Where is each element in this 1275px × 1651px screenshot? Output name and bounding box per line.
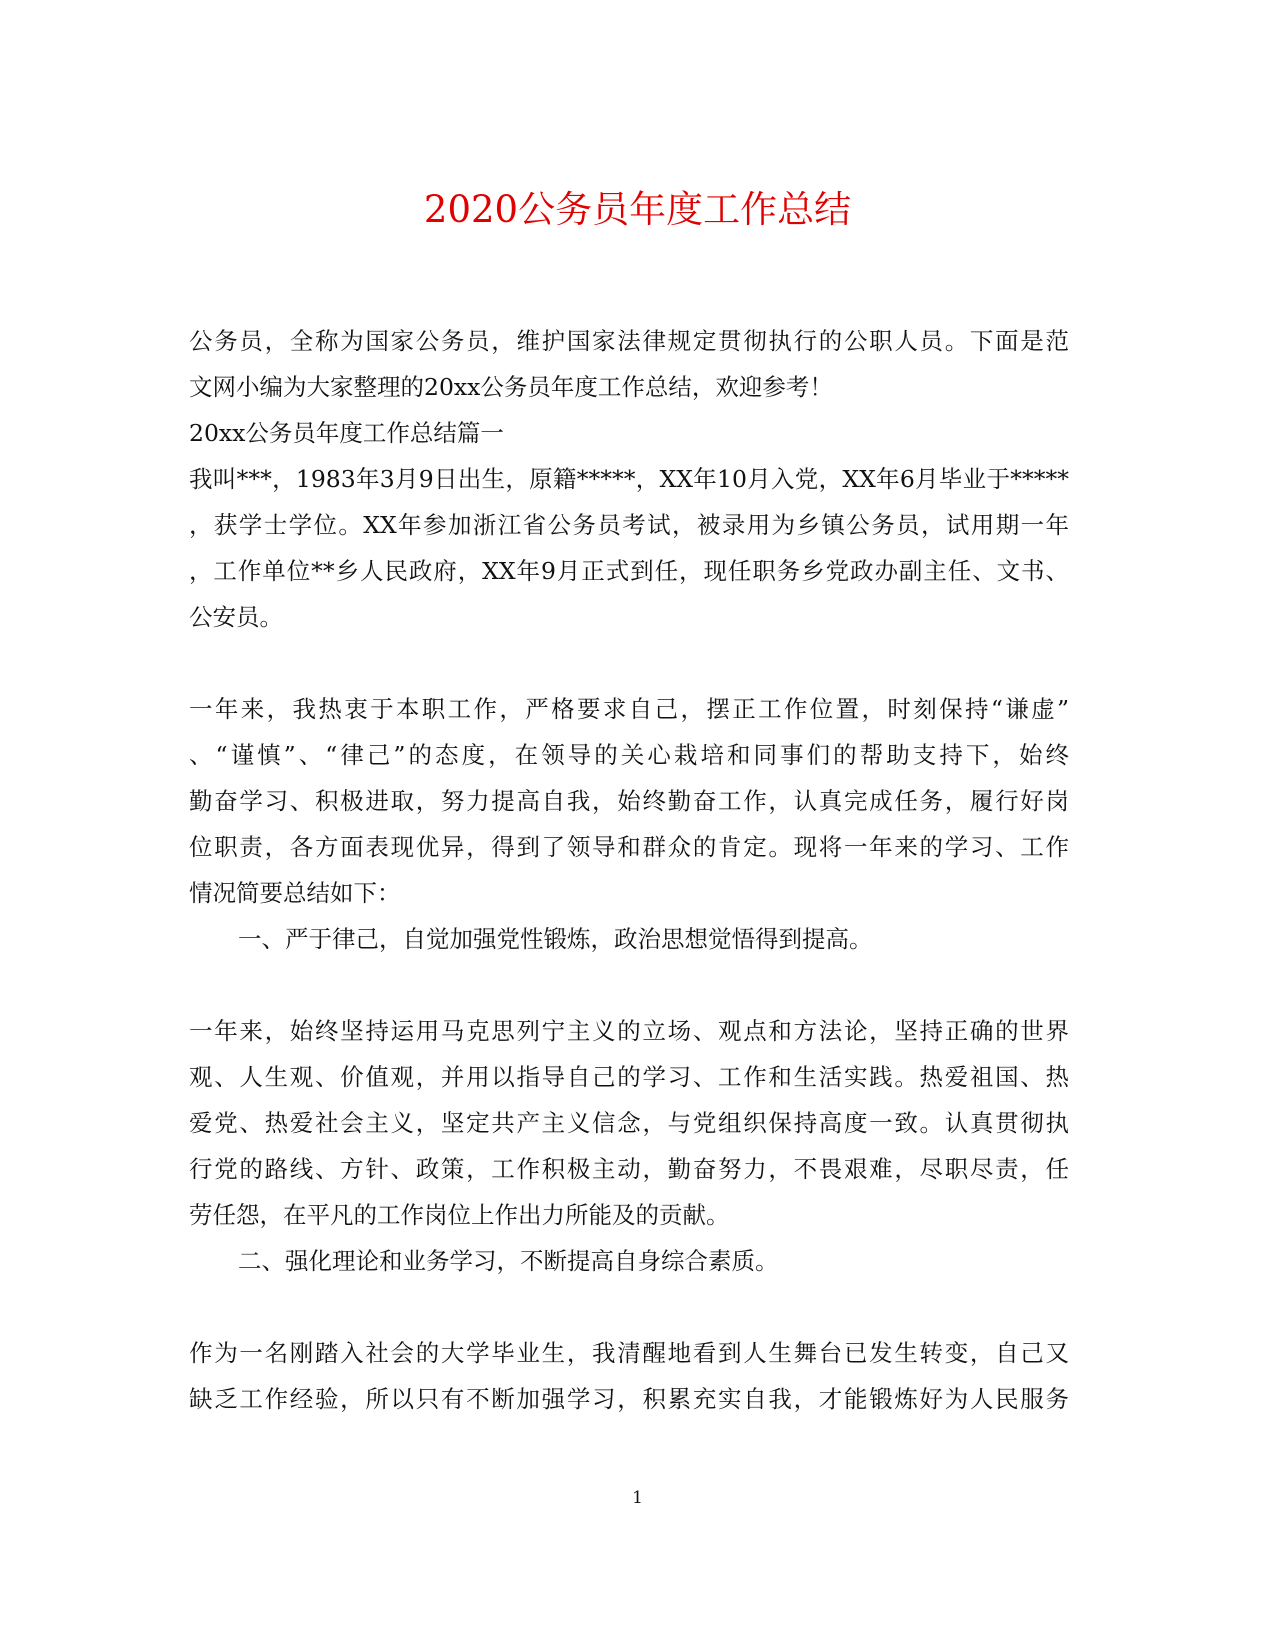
paragraph-gap: [189, 640, 1069, 686]
overview-line: 情况简要总结如下：: [189, 879, 401, 907]
overview-line: 位职责，各方面表现优异，得到了领导和群众的肯定。现将一年来的学习、工作: [189, 833, 1069, 861]
document-title: 2020公务员年度工作总结: [423, 187, 852, 231]
point-one-line: 劳任怨，在平凡的工作岗位上作出力所能及的贡献。: [189, 1201, 730, 1229]
page-number: 1: [632, 1488, 643, 1508]
point-two-line: 作为一名刚踏入社会的大学毕业生，我清醒地看到人生舞台已发生转变，自己又: [189, 1339, 1069, 1367]
section-heading: 20xx公务员年度工作总结篇一: [189, 419, 504, 447]
bio-line: ，获学士学位。XX年参加浙江省公务员考试，被录用为乡镇公务员，试用期一年: [189, 511, 1069, 539]
bio-line: 我叫***，1983年3月9日出生，原籍*****，XX年10月入党，XX年6月毕业于*****: [189, 465, 1069, 493]
paragraph-gap: [189, 1284, 1069, 1330]
point-one-line: 一年来，始终坚持运用马克思列宁主义的立场、观点和方法论，坚持正确的世界: [189, 1017, 1069, 1045]
point-two-heading: 二、强化理论和业务学习，不断提高自身综合素质。: [238, 1247, 779, 1275]
bio-line: ，工作单位**乡人民政府，XX年9月正式到任，现任职务乡党政办副主任、文书、: [189, 557, 1069, 585]
intro-line: 文网小编为大家整理的20xx公务员年度工作总结，欢迎参考！: [189, 373, 833, 401]
paragraph-gap: [189, 962, 1069, 1008]
point-one-line: 爱党、热爱社会主义，坚定共产主义信念，与党组织保持高度一致。认真贯彻执: [189, 1109, 1069, 1137]
point-two-line: 缺乏工作经验，所以只有不断加强学习，积累充实自我，才能锻炼好为人民服务: [189, 1385, 1069, 1413]
point-one-line: 观、人生观、价值观，并用以指导自己的学习、工作和生活实践。热爱祖国、热: [189, 1063, 1069, 1091]
point-one-heading: 一、严于律己，自觉加强党性锻炼，政治思想觉悟得到提高。: [238, 925, 873, 953]
intro-line: 公务员，全称为国家公务员，维护国家法律规定贯彻执行的公职人员。下面是范: [189, 327, 1069, 355]
document-body: [189, 318, 1069, 1422]
bio-line: 公安员。: [189, 603, 283, 631]
overview-line: 、“谨慎”、“律己”的态度，在领导的关心栽培和同事们的帮助支持下，始终: [189, 741, 1069, 769]
overview-line: 一年来，我热衷于本职工作，严格要求自己，摆正工作位置，时刻保持“谦虚”: [189, 695, 1069, 723]
overview-line: 勤奋学习、积极进取，努力提高自我，始终勤奋工作，认真完成任务，履行好岗: [189, 787, 1069, 815]
point-one-line: 行党的路线、方针、政策，工作积极主动，勤奋努力，不畏艰难，尽职尽责，任: [189, 1155, 1069, 1183]
